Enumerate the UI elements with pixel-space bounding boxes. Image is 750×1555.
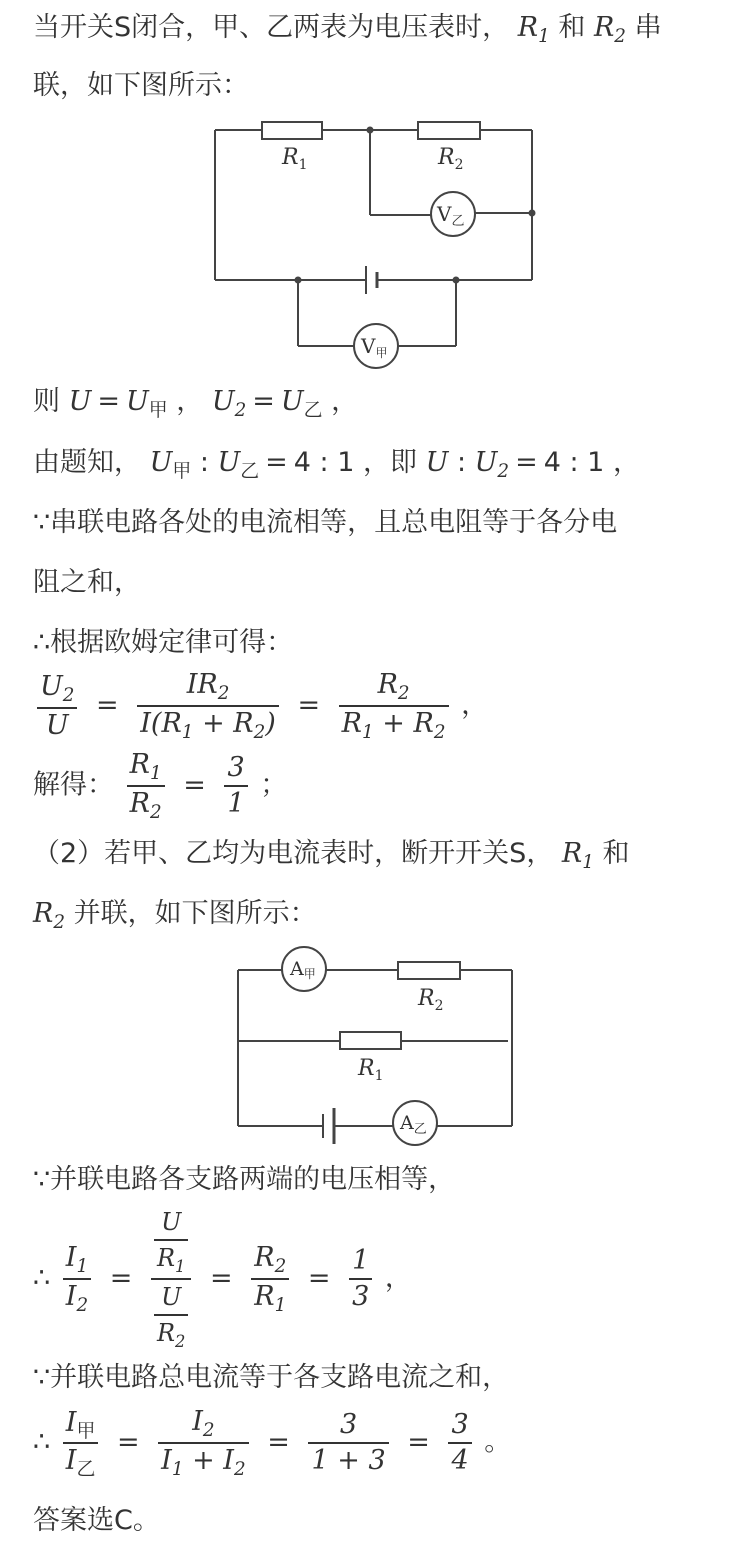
- step-series-rule-2: 阻之和，: [33, 567, 141, 598]
- svg-text:R1: $R_1$: [358, 1056, 384, 1084]
- svg-text:R2: $R_2$: [418, 986, 444, 1014]
- battery-symbol-parallel: [323, 1108, 334, 1144]
- answer-text: 答案选C。: [33, 1505, 160, 1536]
- step-series-rule-1: ∵串联电路各处的电流相等，且总电阻等于各分电: [33, 507, 618, 538]
- step-ohm-law: ∴根据欧姆定律可得：: [33, 627, 294, 658]
- step-parallel-voltage: ∵并联电路各支路两端的电压相等，: [33, 1164, 456, 1195]
- junction-dot: [453, 277, 460, 284]
- circuit-diagram-series: [0, 0, 750, 380]
- svg-text:V乙: $V_乙$: [437, 202, 465, 229]
- formula-current-ratio: ∴ $\frac{I_1}{I_2}$ = $\frac{\frac{U}{R_1}}{\frac{U}{R_2}}$ = $\frac{R_2}{R_1}$ = $\frac{1}{3}$ ，: [33, 1205, 412, 1353]
- symbol-r2: $R_2$: [593, 12, 626, 48]
- formula-final-ratio: ∴ $\frac{I_甲}{I_乙}$ = $\frac{I_2}{I_1 + I_2}$ = $\frac{3}{1 + 3}$ = $\frac{3}{4}$ 。: [33, 1406, 512, 1481]
- resistor-r2-parallel: [398, 962, 460, 979]
- step-given-ratio: 由题知， $U_甲$ : $U_乙 = 4$ : 1 ，即 U : $U_2 = 4$ : 1 ，: [33, 447, 640, 483]
- part2-line-1: （2）若甲、乙均为电流表时，断开开关S， $R_1$ 和: [33, 838, 630, 874]
- resistor-r2: [418, 122, 480, 139]
- junction-dot: [529, 210, 536, 217]
- intro-line-2: 联，如下图所示：: [33, 70, 249, 101]
- junction-dot: [295, 277, 302, 284]
- part2-line-2: $R_2$ 并联，如下图所示：: [33, 898, 317, 934]
- resistor-r1: [262, 122, 322, 139]
- svg-text:A乙: $A_乙$: [400, 1112, 427, 1137]
- svg-text:A甲: A甲: [290, 958, 316, 981]
- formula-voltage-ratio: $\frac{U_2}{U}$ = $\frac{IR_2}{I(R_1 + R_2)}$ = $\frac{R_2}{R_1 + R_2}$ ，: [33, 668, 488, 744]
- svg-text:R1: $R_1$: [282, 145, 308, 173]
- svg-text:V甲: $V_甲$: [361, 334, 388, 360]
- resistor-r1-parallel: [340, 1032, 401, 1049]
- result-resistance-ratio: 解得： $\frac{R_1}{R_2}$ = $\frac{3}{1}$ ；: [33, 749, 288, 824]
- junction-dot: [367, 127, 374, 134]
- symbol-r1: $R_1$: [517, 12, 550, 48]
- battery-symbol: [366, 266, 377, 294]
- svg-text:R2: $R_2$: [438, 145, 464, 173]
- step-parallel-current: ∵并联电路总电流等于各支路电流之和，: [33, 1362, 510, 1393]
- intro-line-1: 当开关S闭合，甲、乙两表为电压表时， $R_1$ 和 $R_2$ 串: [33, 12, 662, 48]
- circuit-diagram-parallel: [0, 940, 750, 1150]
- step-voltage-relations: 则 $U = U_甲$ ， $U_2 = U_乙$ ，: [33, 386, 359, 422]
